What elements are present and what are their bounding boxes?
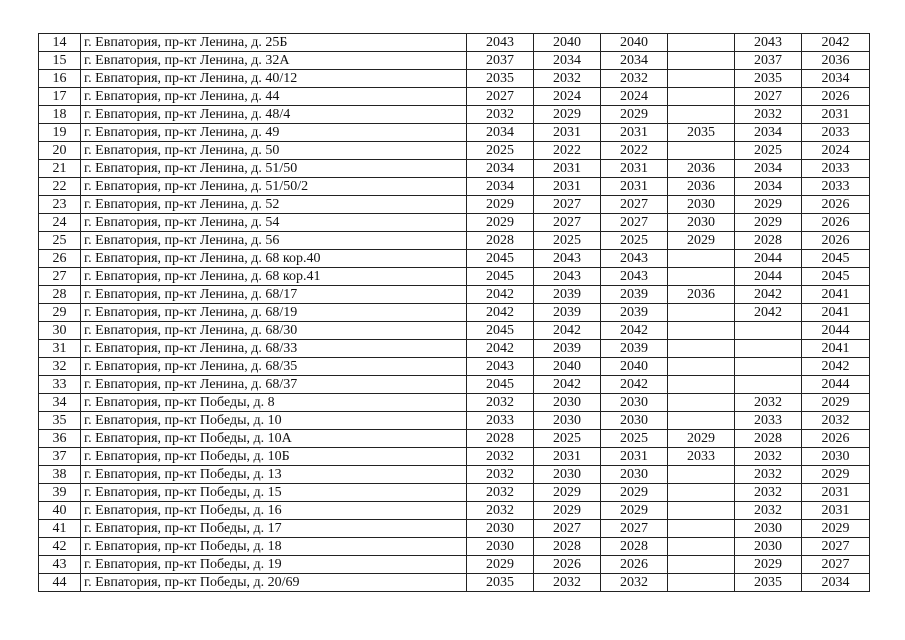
year-col-6: 2026	[802, 88, 870, 106]
year-col-4	[668, 106, 735, 124]
year-col-3: 2032	[601, 574, 668, 592]
year-col-2: 2027	[534, 214, 601, 232]
row-address: г. Евпатория, пр-кт Ленина, д. 51/50/2	[81, 178, 467, 196]
year-col-3: 2024	[601, 88, 668, 106]
row-address: г. Евпатория, пр-кт Ленина, д. 32А	[81, 52, 467, 70]
year-col-3: 2030	[601, 466, 668, 484]
row-address: г. Евпатория, пр-кт Победы, д. 10	[81, 412, 467, 430]
row-number: 20	[39, 142, 81, 160]
year-col-5: 2034	[735, 124, 802, 142]
year-col-6: 2029	[802, 394, 870, 412]
table-row	[39, 214, 870, 232]
row-address: г. Евпатория, пр-кт Победы, д. 10А	[81, 430, 467, 448]
row-address: г. Евпатория, пр-кт Победы, д. 13	[81, 466, 467, 484]
year-col-4: 2030	[668, 214, 735, 232]
year-col-5	[735, 322, 802, 340]
year-col-5: 2032	[735, 448, 802, 466]
year-col-2: 2026	[534, 556, 601, 574]
year-col-2: 2031	[534, 448, 601, 466]
year-col-6: 2041	[802, 286, 870, 304]
year-col-6: 2029	[802, 520, 870, 538]
year-col-6: 2036	[802, 52, 870, 70]
year-col-2: 2027	[534, 196, 601, 214]
year-col-3: 2027	[601, 520, 668, 538]
year-col-2: 2029	[534, 502, 601, 520]
year-col-4	[668, 538, 735, 556]
row-number: 25	[39, 232, 81, 250]
year-col-2: 2040	[534, 34, 601, 52]
year-col-2: 2040	[534, 358, 601, 376]
year-col-6: 2026	[802, 430, 870, 448]
year-col-5: 2028	[735, 430, 802, 448]
year-col-4: 2036	[668, 178, 735, 196]
year-col-5: 2042	[735, 304, 802, 322]
table-body	[39, 34, 870, 592]
table-row	[39, 268, 870, 286]
row-number: 36	[39, 430, 81, 448]
row-number: 39	[39, 484, 81, 502]
year-col-1: 2028	[467, 430, 534, 448]
year-col-4	[668, 520, 735, 538]
row-number: 16	[39, 70, 81, 88]
year-col-6: 2032	[802, 412, 870, 430]
year-col-1: 2030	[467, 538, 534, 556]
table-row	[39, 196, 870, 214]
year-col-1: 2042	[467, 340, 534, 358]
row-number: 27	[39, 268, 81, 286]
year-col-1: 2034	[467, 124, 534, 142]
row-number: 17	[39, 88, 81, 106]
year-col-3: 2039	[601, 286, 668, 304]
row-number: 32	[39, 358, 81, 376]
year-col-5: 2034	[735, 178, 802, 196]
row-address: г. Евпатория, пр-кт Ленина, д. 68/35	[81, 358, 467, 376]
year-col-3: 2026	[601, 556, 668, 574]
year-col-1: 2043	[467, 358, 534, 376]
year-col-1: 2029	[467, 196, 534, 214]
row-number: 43	[39, 556, 81, 574]
year-col-6: 2033	[802, 124, 870, 142]
row-number: 34	[39, 394, 81, 412]
year-col-6: 2045	[802, 268, 870, 286]
year-col-4: 2033	[668, 448, 735, 466]
row-number: 24	[39, 214, 81, 232]
year-col-6: 2041	[802, 304, 870, 322]
year-col-1: 2025	[467, 142, 534, 160]
year-col-5: 2032	[735, 484, 802, 502]
year-col-4	[668, 394, 735, 412]
year-col-2: 2029	[534, 484, 601, 502]
year-col-6: 2026	[802, 214, 870, 232]
year-col-2: 2024	[534, 88, 601, 106]
year-col-1: 2027	[467, 88, 534, 106]
year-col-4	[668, 52, 735, 70]
year-col-6: 2033	[802, 178, 870, 196]
row-number: 42	[39, 538, 81, 556]
year-col-5: 2042	[735, 286, 802, 304]
table-row	[39, 340, 870, 358]
row-address: г. Евпатория, пр-кт Победы, д. 20/69	[81, 574, 467, 592]
year-col-3: 2029	[601, 484, 668, 502]
year-col-4: 2035	[668, 124, 735, 142]
table-row	[39, 34, 870, 52]
row-address: г. Евпатория, пр-кт Ленина, д. 52	[81, 196, 467, 214]
year-col-3: 2031	[601, 178, 668, 196]
year-col-2: 2027	[534, 520, 601, 538]
row-address: г. Евпатория, пр-кт Ленина, д. 25Б	[81, 34, 467, 52]
year-col-5: 2032	[735, 502, 802, 520]
year-col-3: 2031	[601, 160, 668, 178]
year-col-1: 2028	[467, 232, 534, 250]
year-col-4	[668, 70, 735, 88]
year-col-5: 2030	[735, 520, 802, 538]
year-col-5: 2033	[735, 412, 802, 430]
table-row	[39, 466, 870, 484]
year-col-5: 2044	[735, 250, 802, 268]
year-col-6: 2026	[802, 196, 870, 214]
year-col-5	[735, 358, 802, 376]
table-row	[39, 358, 870, 376]
row-address: г. Евпатория, пр-кт Победы, д. 18	[81, 538, 467, 556]
year-col-6: 2031	[802, 106, 870, 124]
row-address: г. Евпатория, пр-кт Ленина, д. 48/4	[81, 106, 467, 124]
year-col-6: 2026	[802, 232, 870, 250]
table-row	[39, 160, 870, 178]
year-col-1: 2032	[467, 394, 534, 412]
year-col-5: 2032	[735, 466, 802, 484]
year-col-3: 2027	[601, 196, 668, 214]
row-number: 38	[39, 466, 81, 484]
year-col-6: 2031	[802, 502, 870, 520]
year-col-5: 2035	[735, 70, 802, 88]
year-col-1: 2035	[467, 574, 534, 592]
row-address: г. Евпатория, пр-кт Победы, д. 8	[81, 394, 467, 412]
year-col-1: 2032	[467, 448, 534, 466]
row-number: 37	[39, 448, 81, 466]
row-address: г. Евпатория, пр-кт Ленина, д. 50	[81, 142, 467, 160]
table-row	[39, 88, 870, 106]
year-col-3: 2032	[601, 70, 668, 88]
row-address: г. Евпатория, пр-кт Ленина, д. 49	[81, 124, 467, 142]
table-row	[39, 394, 870, 412]
year-col-2: 2039	[534, 304, 601, 322]
table-row	[39, 232, 870, 250]
row-number: 21	[39, 160, 81, 178]
year-col-2: 2030	[534, 394, 601, 412]
year-col-1: 2032	[467, 106, 534, 124]
year-col-2: 2032	[534, 70, 601, 88]
year-col-4	[668, 466, 735, 484]
table-row	[39, 178, 870, 196]
row-address: г. Евпатория, пр-кт Ленина, д. 40/12	[81, 70, 467, 88]
year-col-5	[735, 340, 802, 358]
row-number: 30	[39, 322, 81, 340]
year-col-6: 2034	[802, 70, 870, 88]
year-col-3: 2031	[601, 448, 668, 466]
year-col-6: 2027	[802, 538, 870, 556]
row-number: 23	[39, 196, 81, 214]
year-col-2: 2043	[534, 250, 601, 268]
year-col-5: 2044	[735, 268, 802, 286]
row-address: г. Евпатория, пр-кт Ленина, д. 68/19	[81, 304, 467, 322]
year-col-4	[668, 142, 735, 160]
year-col-2: 2043	[534, 268, 601, 286]
table-row	[39, 484, 870, 502]
year-col-3: 2039	[601, 304, 668, 322]
year-col-2: 2039	[534, 340, 601, 358]
year-col-1: 2029	[467, 556, 534, 574]
year-col-4	[668, 340, 735, 358]
row-address: г. Евпатория, пр-кт Победы, д. 15	[81, 484, 467, 502]
year-col-5: 2030	[735, 538, 802, 556]
year-col-1: 2045	[467, 268, 534, 286]
table-row	[39, 106, 870, 124]
year-col-1: 2032	[467, 502, 534, 520]
year-col-4	[668, 502, 735, 520]
year-col-2: 2028	[534, 538, 601, 556]
year-col-5: 2029	[735, 556, 802, 574]
year-col-4	[668, 484, 735, 502]
row-number: 41	[39, 520, 81, 538]
table-row	[39, 286, 870, 304]
year-col-2: 2039	[534, 286, 601, 304]
table-row	[39, 448, 870, 466]
year-col-4	[668, 358, 735, 376]
year-col-6: 2044	[802, 322, 870, 340]
year-col-3: 2030	[601, 412, 668, 430]
year-col-3: 2039	[601, 340, 668, 358]
year-col-5: 2035	[735, 574, 802, 592]
year-col-1: 2037	[467, 52, 534, 70]
year-col-5: 2027	[735, 88, 802, 106]
year-col-6: 2042	[802, 358, 870, 376]
year-col-1: 2045	[467, 250, 534, 268]
year-col-3: 2042	[601, 322, 668, 340]
row-number: 31	[39, 340, 81, 358]
year-col-2: 2029	[534, 106, 601, 124]
row-number: 18	[39, 106, 81, 124]
year-col-3: 2025	[601, 430, 668, 448]
table-row	[39, 430, 870, 448]
year-col-5: 2032	[735, 106, 802, 124]
year-col-1: 2042	[467, 286, 534, 304]
year-col-3: 2027	[601, 214, 668, 232]
year-col-5: 2043	[735, 34, 802, 52]
table-row	[39, 322, 870, 340]
year-col-5: 2037	[735, 52, 802, 70]
year-col-6: 2045	[802, 250, 870, 268]
row-number: 15	[39, 52, 81, 70]
row-number: 33	[39, 376, 81, 394]
buildings-table	[38, 33, 870, 592]
row-number: 40	[39, 502, 81, 520]
table-row	[39, 412, 870, 430]
year-col-4	[668, 322, 735, 340]
year-col-1: 2029	[467, 214, 534, 232]
row-address: г. Евпатория, пр-кт Ленина, д. 56	[81, 232, 467, 250]
year-col-4	[668, 412, 735, 430]
year-col-2: 2032	[534, 574, 601, 592]
year-col-1: 2045	[467, 376, 534, 394]
year-col-2: 2042	[534, 322, 601, 340]
year-col-3: 2025	[601, 232, 668, 250]
year-col-4: 2036	[668, 286, 735, 304]
table-row	[39, 502, 870, 520]
year-col-3: 2042	[601, 376, 668, 394]
row-address: г. Евпатория, пр-кт Ленина, д. 68/30	[81, 322, 467, 340]
year-col-2: 2025	[534, 232, 601, 250]
year-col-2: 2042	[534, 376, 601, 394]
year-col-4: 2030	[668, 196, 735, 214]
table-row	[39, 376, 870, 394]
year-col-4: 2029	[668, 232, 735, 250]
table-row	[39, 538, 870, 556]
year-col-3: 2031	[601, 124, 668, 142]
year-col-3: 2043	[601, 250, 668, 268]
year-col-1: 2032	[467, 484, 534, 502]
row-address: г. Евпатория, пр-кт Победы, д. 10Б	[81, 448, 467, 466]
year-col-1: 2034	[467, 178, 534, 196]
year-col-1: 2034	[467, 160, 534, 178]
year-col-6: 2031	[802, 484, 870, 502]
year-col-4	[668, 556, 735, 574]
year-col-2: 2030	[534, 466, 601, 484]
year-col-3: 2043	[601, 268, 668, 286]
row-address: г. Евпатория, пр-кт Ленина, д. 68 кор.40	[81, 250, 467, 268]
table-row	[39, 520, 870, 538]
year-col-2: 2031	[534, 160, 601, 178]
table-row	[39, 52, 870, 70]
row-address: г. Евпатория, пр-кт Ленина, д. 68/33	[81, 340, 467, 358]
table-row	[39, 556, 870, 574]
year-col-1: 2042	[467, 304, 534, 322]
row-number: 28	[39, 286, 81, 304]
year-col-4	[668, 304, 735, 322]
row-number: 14	[39, 34, 81, 52]
year-col-6: 2044	[802, 376, 870, 394]
year-col-2: 2025	[534, 430, 601, 448]
year-col-3: 2040	[601, 34, 668, 52]
year-col-4	[668, 376, 735, 394]
year-col-2: 2031	[534, 178, 601, 196]
table-row	[39, 574, 870, 592]
year-col-6: 2030	[802, 448, 870, 466]
year-col-1: 2033	[467, 412, 534, 430]
row-number: 44	[39, 574, 81, 592]
year-col-4: 2029	[668, 430, 735, 448]
row-address: г. Евпатория, пр-кт Победы, д. 16	[81, 502, 467, 520]
year-col-6: 2024	[802, 142, 870, 160]
row-address: г. Евпатория, пр-кт Ленина, д. 68 кор.41	[81, 268, 467, 286]
year-col-4	[668, 250, 735, 268]
year-col-1: 2045	[467, 322, 534, 340]
year-col-3: 2029	[601, 106, 668, 124]
year-col-3: 2030	[601, 394, 668, 412]
row-address: г. Евпатория, пр-кт Ленина, д. 68/37	[81, 376, 467, 394]
year-col-4	[668, 574, 735, 592]
table-row	[39, 142, 870, 160]
year-col-4: 2036	[668, 160, 735, 178]
year-col-6: 2033	[802, 160, 870, 178]
year-col-1: 2032	[467, 466, 534, 484]
row-address: г. Евпатория, пр-кт Ленина, д. 68/17	[81, 286, 467, 304]
year-col-1: 2035	[467, 70, 534, 88]
year-col-4	[668, 268, 735, 286]
year-col-5: 2029	[735, 214, 802, 232]
year-col-3: 2034	[601, 52, 668, 70]
row-address: г. Евпатория, пр-кт Победы, д. 19	[81, 556, 467, 574]
year-col-2: 2022	[534, 142, 601, 160]
year-col-3: 2040	[601, 358, 668, 376]
row-number: 29	[39, 304, 81, 322]
table-row	[39, 70, 870, 88]
year-col-6: 2042	[802, 34, 870, 52]
table-row	[39, 304, 870, 322]
year-col-6: 2027	[802, 556, 870, 574]
row-address: г. Евпатория, пр-кт Ленина, д. 44	[81, 88, 467, 106]
year-col-3: 2022	[601, 142, 668, 160]
year-col-1: 2043	[467, 34, 534, 52]
row-address: г. Евпатория, пр-кт Ленина, д. 54	[81, 214, 467, 232]
table-row	[39, 250, 870, 268]
year-col-2: 2030	[534, 412, 601, 430]
year-col-5: 2029	[735, 196, 802, 214]
year-col-6: 2029	[802, 466, 870, 484]
year-col-2: 2034	[534, 52, 601, 70]
row-address: г. Евпатория, пр-кт Ленина, д. 51/50	[81, 160, 467, 178]
year-col-4	[668, 88, 735, 106]
year-col-4	[668, 34, 735, 52]
year-col-5: 2028	[735, 232, 802, 250]
row-number: 35	[39, 412, 81, 430]
year-col-3: 2028	[601, 538, 668, 556]
year-col-5: 2025	[735, 142, 802, 160]
year-col-5: 2032	[735, 394, 802, 412]
row-number: 19	[39, 124, 81, 142]
year-col-3: 2029	[601, 502, 668, 520]
table-row	[39, 124, 870, 142]
year-col-6: 2034	[802, 574, 870, 592]
row-number: 22	[39, 178, 81, 196]
year-col-5: 2034	[735, 160, 802, 178]
year-col-5	[735, 376, 802, 394]
year-col-1: 2030	[467, 520, 534, 538]
year-col-6: 2041	[802, 340, 870, 358]
row-address: г. Евпатория, пр-кт Победы, д. 17	[81, 520, 467, 538]
row-number: 26	[39, 250, 81, 268]
year-col-2: 2031	[534, 124, 601, 142]
